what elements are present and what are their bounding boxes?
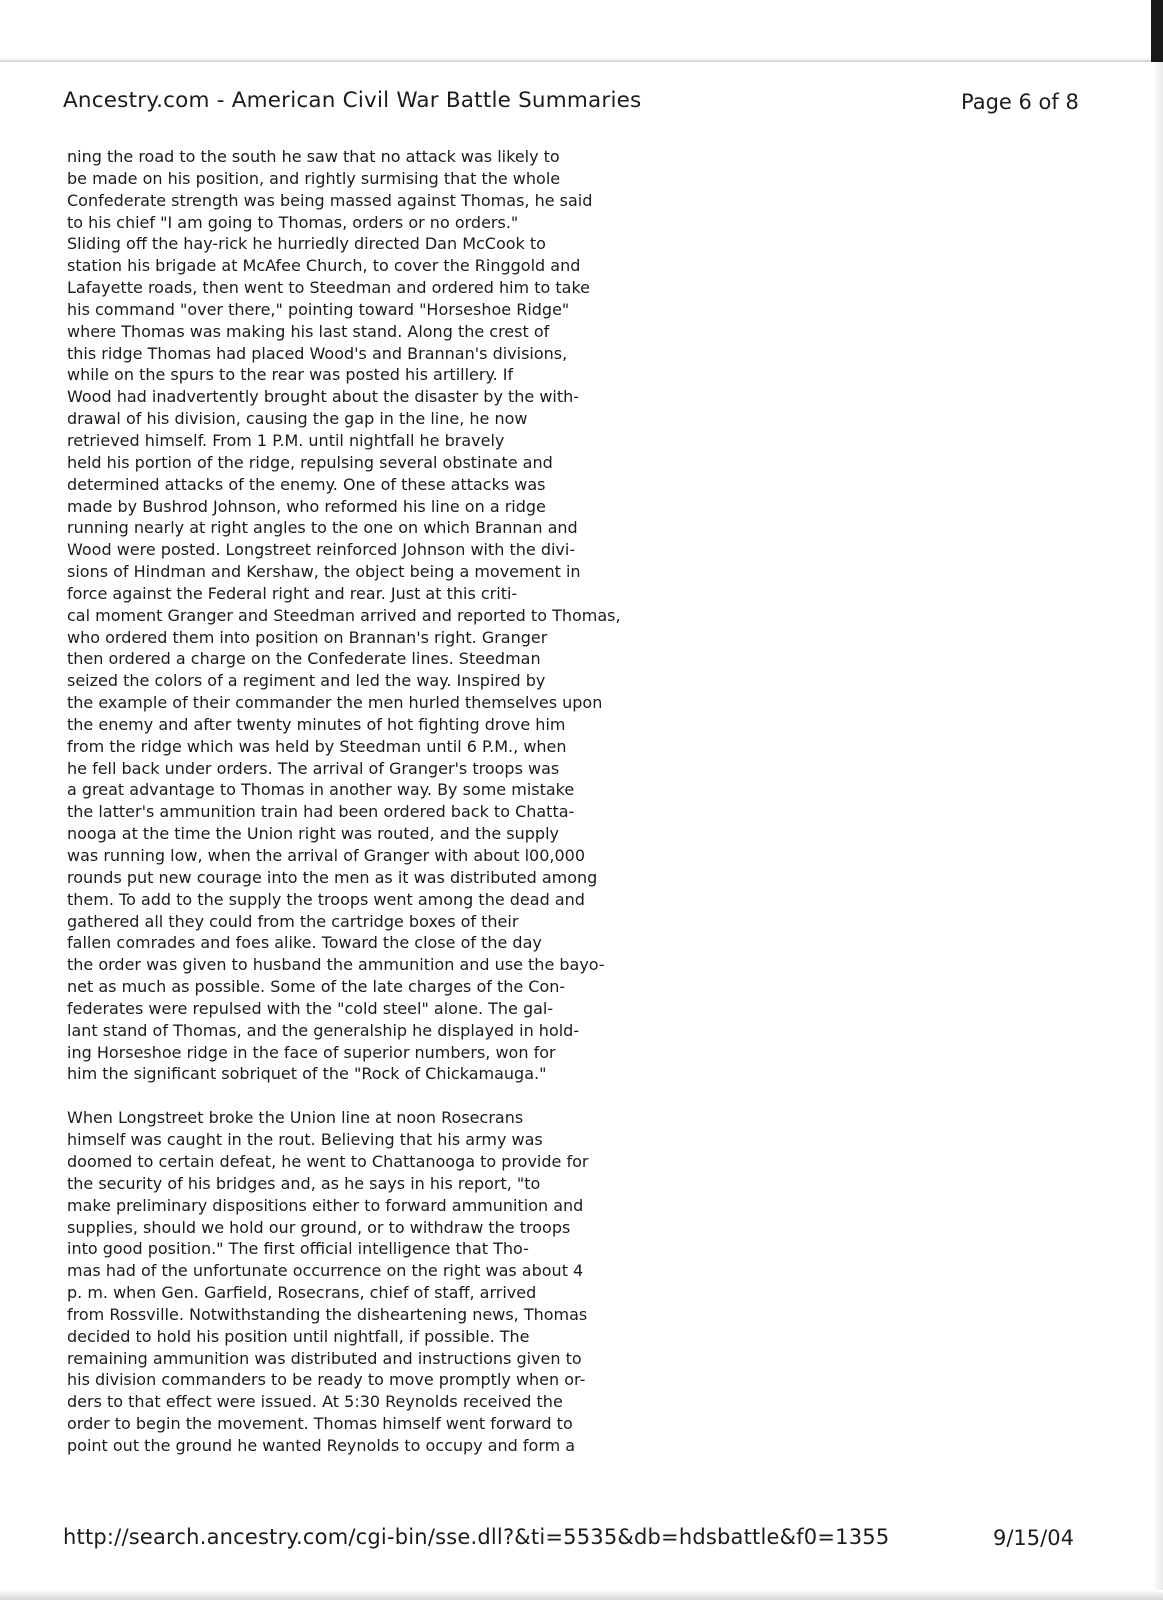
text-line: station his brigade at McAfee Church, to cover the Ringgold and xyxy=(67,256,581,276)
text-line: When Longstreet broke the Union line at noon Rosecrans xyxy=(67,1108,524,1128)
scan-bottom-edge xyxy=(0,1590,1163,1600)
text-line: p. m. when Gen. Garfield, Rosecrans, chief of staff, arrived xyxy=(67,1283,537,1303)
footer-url: http://search.ancestry.com/cgi-bin/sse.dll?&ti=5535&db=hdsbattle&f0=1355 xyxy=(63,1525,890,1549)
text-line: cal moment Granger and Steedman arrived and reported to Thomas, xyxy=(67,605,621,625)
paragraph xyxy=(67,1107,717,1457)
text-line: rounds put new courage into the men as it was distributed among xyxy=(67,867,598,887)
page-number: Page 6 of 8 xyxy=(961,90,1079,114)
text-line: force against the Federal right and rear. Just at this criti- xyxy=(67,583,518,603)
text-line: lant stand of Thomas, and the generalship he displayed in hold- xyxy=(67,1020,580,1040)
text-line: make preliminary dispositions either to forward ammunition and xyxy=(67,1195,584,1215)
text-line: his command "over there," pointing toward "Horseshoe Ridge" xyxy=(67,299,570,319)
text-line: Confederate strength was being massed against Thomas, he said xyxy=(67,190,593,210)
text-line: doomed to certain defeat, he went to Chattanooga to provide for xyxy=(67,1151,589,1171)
text-line: then ordered a charge on the Confederate lines. Steedman xyxy=(67,649,541,669)
text-line: federates were repulsed with the "cold steel" alone. The gal- xyxy=(67,998,554,1018)
text-line: be made on his position, and rightly surmising that the whole xyxy=(67,168,561,188)
text-line: sions of Hindman and Kershaw, the object being a movement in xyxy=(67,562,581,582)
text-line: was running low, when the arrival of Granger with about l00,000 xyxy=(67,846,586,865)
article-body xyxy=(67,146,717,1457)
text-line: the enemy and after twenty minutes of hot fighting drove him xyxy=(67,714,566,734)
text-line: into good position." The first official intelligence that Tho- xyxy=(67,1239,529,1259)
text-line: nooga at the time the Union right was routed, and the supply xyxy=(67,824,559,844)
text-line: net as much as possible. Some of the late charges of the Con- xyxy=(67,977,566,997)
text-line: gathered all they could from the cartridge boxes of their xyxy=(67,911,519,931)
text-line: himself was caught in the rout. Believing that his army was xyxy=(67,1130,543,1150)
text-line: while on the spurs to the rear was posted his artillery. If xyxy=(67,365,514,385)
text-line: Wood had inadvertently brought about the disaster by the with- xyxy=(67,387,580,407)
scan-right-edge xyxy=(1151,0,1163,62)
text-line: Wood were posted. Longstreet reinforced Johnson with the divi- xyxy=(67,540,576,560)
text-line: seized the colors of a regiment and led the way. Inspired by xyxy=(67,671,546,691)
text-line: he fell back under orders. The arrival of Granger's troops was xyxy=(67,758,560,778)
text-line: his division commanders to be ready to move promptly when or- xyxy=(67,1370,586,1390)
page-header-title: Ancestry.com - American Civil War Battle Summaries xyxy=(63,88,642,113)
paragraph-gap xyxy=(67,1085,717,1107)
paragraph xyxy=(67,146,717,1085)
text-line: decided to hold his position until nightfall, if possible. The xyxy=(67,1326,530,1346)
text-line: him the significant sobriquet of the "Rock of Chickamauga." xyxy=(67,1064,547,1084)
text-line: determined attacks of the enemy. One of these attacks was xyxy=(67,474,546,494)
text-line: mas had of the unfortunate occurrence on the right was about 4 xyxy=(67,1261,584,1281)
text-line: drawal of his division, causing the gap in the line, he now xyxy=(67,409,528,429)
footer-date: 9/15/04 xyxy=(993,1526,1074,1550)
text-line: point out the ground he wanted Reynolds to occupy and form a xyxy=(67,1435,576,1455)
scan-top-edge xyxy=(0,0,1163,62)
text-line: a great advantage to Thomas in another way. By some mistake xyxy=(67,780,575,800)
scan-right-shadow xyxy=(1153,62,1163,1600)
text-line: where Thomas was making his last stand. Along the crest of xyxy=(67,321,550,341)
text-line: the security of his bridges and, as he says in his report, "to xyxy=(67,1173,541,1193)
text-line: ing Horseshoe ridge in the face of superior numbers, won for xyxy=(67,1042,556,1062)
text-line: ders to that effect were issued. At 5:30 Reynolds received the xyxy=(67,1392,563,1412)
text-line: made by Bushrod Johnson, who reformed his line on a ridge xyxy=(67,496,546,516)
text-line: retrieved himself. From 1 P.M. until nightfall he bravely xyxy=(67,430,505,450)
text-line: Lafayette roads, then went to Steedman and ordered him to take xyxy=(67,278,590,298)
text-line: held his portion of the ridge, repulsing several obstinate and xyxy=(67,452,553,472)
text-line: the latter's ammunition train had been ordered back to Chatta- xyxy=(67,802,575,822)
text-line: fallen comrades and foes alike. Toward the close of the day xyxy=(67,933,542,953)
text-line: from Rossville. Notwithstanding the disheartening news, Thomas xyxy=(67,1304,588,1324)
text-line: the example of their commander the men hurled themselves upon xyxy=(67,693,603,713)
text-line: Sliding off the hay-rick he hurriedly directed Dan McCook to xyxy=(67,234,546,254)
text-line: running nearly at right angles to the one on which Brannan and xyxy=(67,518,578,538)
text-line: remaining ammunition was distributed and instructions given to xyxy=(67,1348,582,1368)
text-line: this ridge Thomas had placed Wood's and Brannan's divisions, xyxy=(67,343,568,363)
text-line: them. To add to the supply the troops went among the dead and xyxy=(67,889,585,909)
text-line: ning the road to the south he saw that no attack was likely to xyxy=(67,147,560,166)
text-line: who ordered them into position on Brannan's right. Granger xyxy=(67,627,548,647)
text-line: to his chief "I am going to Thomas, orders or no orders." xyxy=(67,212,519,232)
text-line: the order was given to husband the ammunition and use the bayo- xyxy=(67,955,605,975)
text-line: from the ridge which was held by Steedman until 6 P.M., when xyxy=(67,736,567,756)
text-line: supplies, should we hold our ground, or to withdraw the troops xyxy=(67,1217,571,1237)
text-line: order to begin the movement. Thomas himself went forward to xyxy=(67,1414,573,1434)
